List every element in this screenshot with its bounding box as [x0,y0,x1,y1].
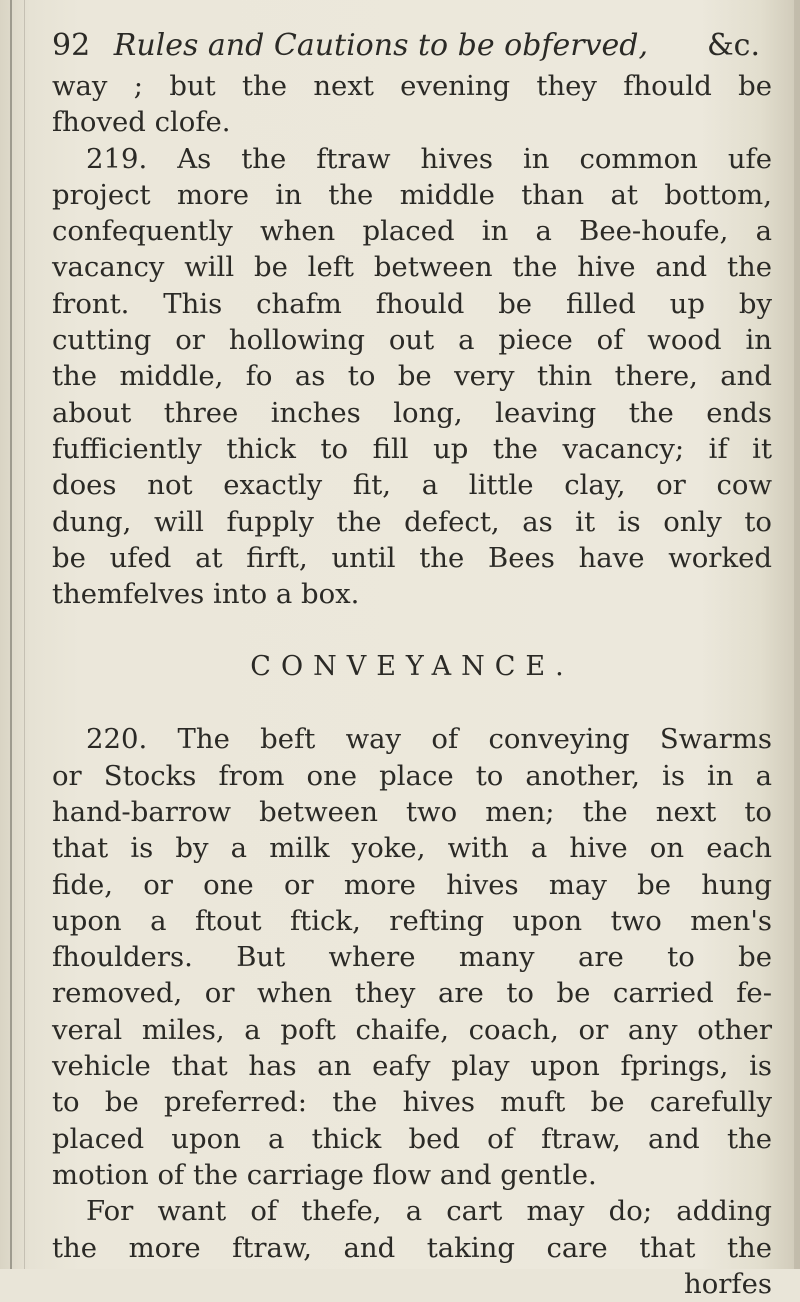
text-line: vehicle that has an eafy play upon fprings, is [52,1050,772,1083]
text-line: the more ftraw, and taking care that the [52,1231,772,1264]
paragraph-220-start: 220. The beft way of conveying Swarms [86,723,772,756]
text-line: the middle, fo as to be very thin there, and [52,360,772,393]
text-line: be ufed at firft, until the Bees have worked [52,541,772,574]
section-gap [52,612,772,648]
text-line: fufficiently thick to fill up the vacancy; if it [52,432,772,465]
text-line: motion of the carriage flow and gentle. [52,1158,597,1191]
page-edge [794,0,800,1269]
running-title-etc: &c. [706,28,760,63]
text-line: upon a ftout ftick, refting upon two men's [52,904,772,937]
text-line: fhoved clofe. [52,106,231,139]
running-title: Rules and Cautions to be obferved, [113,28,649,63]
body-text [52,68,772,1302]
section-heading: CONVEYANCE. [250,650,574,682]
text-line: themfelves into a box. [52,578,360,611]
text-line: to be preferred: the hives muft be carefully [52,1086,772,1119]
text-line: removed, or when they are to be carried fe- [52,977,772,1010]
text-line: dung, will fupply the defect, as it is only to [52,505,772,538]
text-line: hand-barrow between two men; the next to [52,795,772,828]
text-line: For want of thefe, a cart may do; adding [86,1195,772,1228]
catchword: horfes [684,1267,772,1300]
text-line: that is by a milk yoke, with a hive on each [52,832,772,865]
text-line: or Stocks from one place to another, is in a [52,759,772,792]
text-line: about three inches long, leaving the ends [52,396,772,429]
text-line: confequently when placed in a Bee-houfe, a [52,215,772,248]
paragraph-219-start: 219. As the ftraw hives in common ufe [86,142,772,175]
text-line: cutting or hollowing out a piece of wood in [52,324,772,357]
page-number: 92 [52,28,91,63]
text-line: front. This chafm fhould be filled up by [52,287,772,320]
text-line: does not exactly fit, a little clay, or cow [52,469,772,502]
text-line: vacancy will be left between the hive and the [52,251,772,284]
text-line: fhoulders. But where many are to be [52,941,772,974]
section-gap [52,685,772,721]
text-line: project more in the middle than at bottom, [52,178,772,211]
running-header [52,22,760,70]
binding-gutter [10,0,12,1269]
text-line: way ; but the next evening they fhould be [52,70,772,102]
text-line: placed upon a thick bed of ftraw, and the [52,1122,772,1155]
binding-gutter-shadow [24,0,25,1269]
text-line: fide, or one or more hives may be hung [52,868,772,901]
text-line: veral miles, a poft chaife, coach, or any other [52,1013,772,1046]
